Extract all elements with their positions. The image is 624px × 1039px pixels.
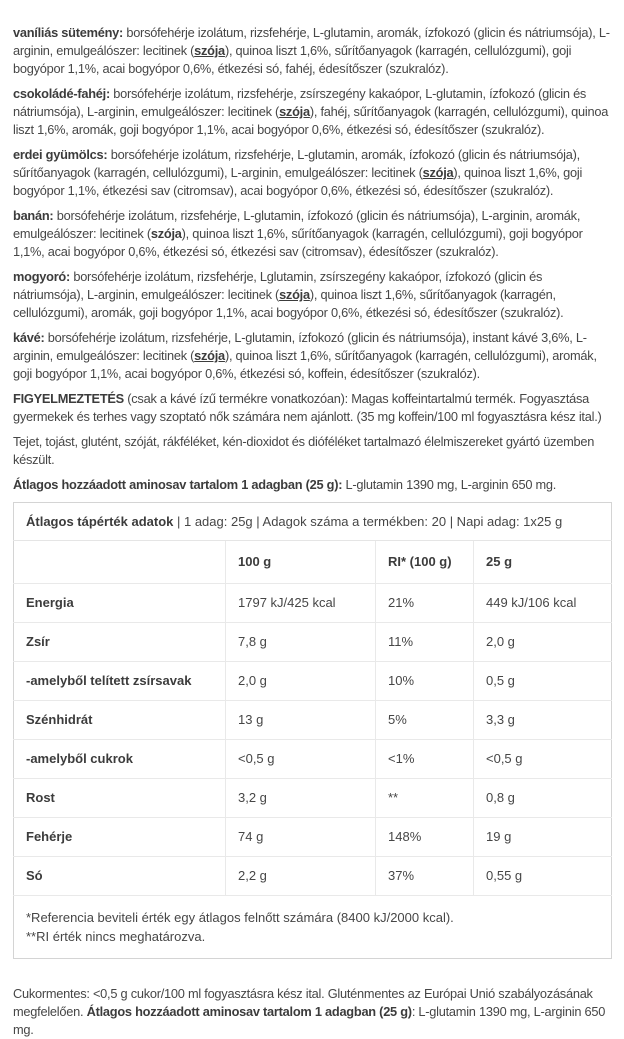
- emphasis-text: mogyoró:: [13, 269, 71, 284]
- nutrient-value: 21%: [376, 584, 474, 623]
- ingredients-section: [13, 24, 611, 494]
- nutrient-value: 0,8 g: [474, 779, 612, 818]
- nutrient-row: [14, 779, 612, 818]
- amino-acid-content: [13, 476, 611, 494]
- nutrient-label: Só: [14, 857, 226, 896]
- body-text: L-glutamin 1390 mg, L-arginin 650 mg.: [342, 477, 557, 492]
- body-text: borsófehérje izolátum, rizsfehérje, Lglutamin, zsírszegény kakaópor, ízfokozó (glicin és nátriumsója), L-arginin, emulgeálószer: lecitinek (: [13, 269, 543, 302]
- caffeine-warning: [13, 390, 611, 426]
- emphasis-text: banán:: [13, 208, 54, 223]
- table-title-meta: | 1 adag: 25g | Adagok száma a termékben: 20 | Napi adag: 1x25 g: [173, 514, 563, 529]
- nutrient-value: 1797 kJ/425 kcal: [226, 584, 376, 623]
- nutrient-row: [14, 857, 612, 896]
- nutrient-value: 10%: [376, 662, 474, 701]
- body-text: borsófehérje izolátum, rizsfehérje, zsírszegény kakaópor, L-glutamin, ízfokozó (glicin és nátriumsója), L-arginin, emulgeálószer: lecitinek (: [13, 86, 587, 119]
- nutrient-value: <1%: [376, 740, 474, 779]
- nutrient-value: 37%: [376, 857, 474, 896]
- footnote-cell: [14, 896, 612, 959]
- nutrient-value: 11%: [376, 623, 474, 662]
- table-title-row: [14, 503, 612, 541]
- nutrient-value: 0,55 g: [474, 857, 612, 896]
- footer-note: [13, 985, 611, 1039]
- footnote-reference-intake: *Referencia beviteli érték egy átlagos felnőtt számára (8400 kJ/2000 kcal).: [26, 910, 454, 925]
- nutrient-label: Energia: [14, 584, 226, 623]
- body-text: ), fahéj, sűrítőanyagok (karragén, cellulózgumi), quinoa liszt 1,6%, aromák, goji bogyópor 1,1%, acai bogyópor 0,6%, étkezési só, édesítőszer (szukralóz).: [13, 104, 609, 137]
- emphasis-text: szója: [422, 165, 454, 180]
- column-header-100g: 100 g: [226, 541, 376, 584]
- emphasis-text: vaníliás sütemény:: [13, 25, 124, 40]
- ingredients-kave: [13, 329, 611, 383]
- nutrient-value: 148%: [376, 818, 474, 857]
- emphasis-text: szója: [279, 287, 310, 302]
- nutrient-row: [14, 701, 612, 740]
- nutrient-value: 19 g: [474, 818, 612, 857]
- body-text: ), quinoa liszt 1,6%, sűrítőanyagok (karragén, cellulózgumi), goji bogyópor 1,1%, acai bogyópor 0,6%, étkezési só, fahéj, édesítőszer (szukralóz).: [13, 43, 572, 76]
- column-header-25g: 25 g: [474, 541, 612, 584]
- body-text: ), quinoa liszt 1,6%, sűrítőanyagok (karragén, cellulózgumi), goji bogyópor 1,1%, acai bogyópor 0,6%, étkezési só, étkezési sav (citromsav), édesítőszer (szukralóz).: [13, 226, 583, 259]
- nutrient-value: 3,2 g: [226, 779, 376, 818]
- nutrient-value: 13 g: [226, 701, 376, 740]
- column-header-row: [14, 541, 612, 584]
- nutrient-label: -amelyből telített zsírsavak: [14, 662, 226, 701]
- emphasis-text: szója: [150, 226, 182, 241]
- footnote-ri-not-defined: **RI érték nincs meghatározva.: [26, 929, 206, 944]
- body-text: borsófehérje izolátum, rizsfehérje, L-glutamin, ízfokozó (glicin és nátriumsója), L-arginin, aromák, emulgeálószer: lecitinek (: [13, 208, 581, 241]
- ingredients-mogyoro: [13, 268, 611, 322]
- nutrient-value: **: [376, 779, 474, 818]
- nutrient-value: 2,0 g: [226, 662, 376, 701]
- emphasis-text: szója: [194, 348, 225, 363]
- nutrient-value: <0,5 g: [474, 740, 612, 779]
- column-header-ri-100g: RI* (100 g): [376, 541, 474, 584]
- emphasis-text: szója: [194, 43, 225, 58]
- nutrient-value: 5%: [376, 701, 474, 740]
- ingredients-banan: [13, 207, 611, 261]
- nutrition-table: [13, 502, 612, 959]
- emphasis-text: Átlagos hozzáadott aminosav tartalom 1 adagban (25 g):: [13, 477, 343, 492]
- nutrient-row: [14, 818, 612, 857]
- body-text: : L-glutamin 1390 mg, L-arginin 650 mg.: [13, 1004, 606, 1037]
- nutrient-label: Zsír: [14, 623, 226, 662]
- body-text: borsófehérje izolátum, rizsfehérje, L-glutamin, ízfokozó (glicin és nátriumsója), instant kávé 3,6%, L-arginin, emulgeálószer: lecitinek (: [13, 330, 587, 363]
- body-text: (csak a kávé ízű termékre vonatkozóan): Magas koffeintartalmú termék. Fogyasztása gyermekek és terhes vagy szoptató nők számára nem ajánlott. (35 mg koffein/100 ml fogyasztásra kész ital.): [13, 391, 602, 424]
- nutrient-label: Rost: [14, 779, 226, 818]
- body-text: ), quinoa liszt 1,6%, goji bogyópor 1,1%, étkezési sav (citromsav), acai bogyópor 0,6%, étkezési só, édesítőszer (szukralóz).: [13, 165, 583, 198]
- nutrient-value: 2,0 g: [474, 623, 612, 662]
- allergen-facility-note: [13, 433, 611, 469]
- emphasis-text: kávé:: [13, 330, 45, 345]
- body-text: ), quinoa liszt 1,6%, sűrítőanyagok (karragén, cellulózgumi), aromák, goji bogyópor 1,1%, acai bogyópor 0,6%, étkezési só, koffein, édesítőszer (szukralóz).: [13, 348, 597, 381]
- nutrient-value: 0,5 g: [474, 662, 612, 701]
- nutrient-row: [14, 740, 612, 779]
- nutrient-value: 2,2 g: [226, 857, 376, 896]
- nutrient-value: 3,3 g: [474, 701, 612, 740]
- nutrition-table-body: [14, 584, 612, 896]
- emphasis-text: szója: [279, 104, 310, 119]
- nutrient-row: [14, 662, 612, 701]
- nutrient-row: [14, 584, 612, 623]
- nutrient-label: -amelyből cukrok: [14, 740, 226, 779]
- nutrient-label: Fehérje: [14, 818, 226, 857]
- nutrient-label: Szénhidrát: [14, 701, 226, 740]
- ingredients-vanilias-sutemeny: [13, 24, 611, 78]
- nutrient-row: [14, 623, 612, 662]
- emphasis-text: csokoládé-fahéj:: [13, 86, 110, 101]
- column-header-blank: [14, 541, 226, 584]
- footnote-row: [14, 896, 612, 959]
- body-text: ), quinoa liszt 1,6%, sűrítőanyagok (karragén, cellulózgumi), aromák, goji bogyópor 1,1%, acai bogyópor 0,6%, étkezési só, édesítőszer (szukralóz).: [13, 287, 564, 320]
- body-text: Tejet, tojást, glutént, szóját, rákféléket, kén-dioxidot és dióféléket tartalmazó élelmiszereket gyártó üzemben készült.: [13, 434, 595, 467]
- emphasis-text: FIGYELMEZTETÉS: [13, 391, 124, 406]
- table-title: Átlagos tápérték adatok: [26, 514, 174, 529]
- ingredients-erdei-gyumolcs: [13, 146, 611, 200]
- body-text: borsófehérje izolátum, rizsfehérje, L-glutamin, aromák, ízfokozó (glicin és nátriumsója), sűrítőanyagok (karragén, cellulózgumi), L-arginin, emulgeálószer: lecitinek (: [13, 147, 580, 180]
- nutrient-value: 74 g: [226, 818, 376, 857]
- ingredients-csokolade-fahej: [13, 85, 611, 139]
- nutrient-value: 449 kJ/106 kcal: [474, 584, 612, 623]
- nutrient-value: 7,8 g: [226, 623, 376, 662]
- nutrient-value: <0,5 g: [226, 740, 376, 779]
- table-title-cell: [14, 503, 612, 541]
- body-text: Cukormentes: <0,5 g cukor/100 ml fogyasztásra kész ital. Gluténmentes az Európai Unió szabályozásának megfelelően.: [13, 986, 593, 1019]
- emphasis-text: Átlagos hozzáadott aminosav tartalom 1 adagban (25 g): [86, 1004, 412, 1019]
- emphasis-text: erdei gyümölcs:: [13, 147, 108, 162]
- body-text: borsófehérje izolátum, rizsfehérje, L-glutamin, aromák, ízfokozó (glicin és nátriumsója), L-arginin, emulgeálószer: lecitinek (: [13, 25, 610, 58]
